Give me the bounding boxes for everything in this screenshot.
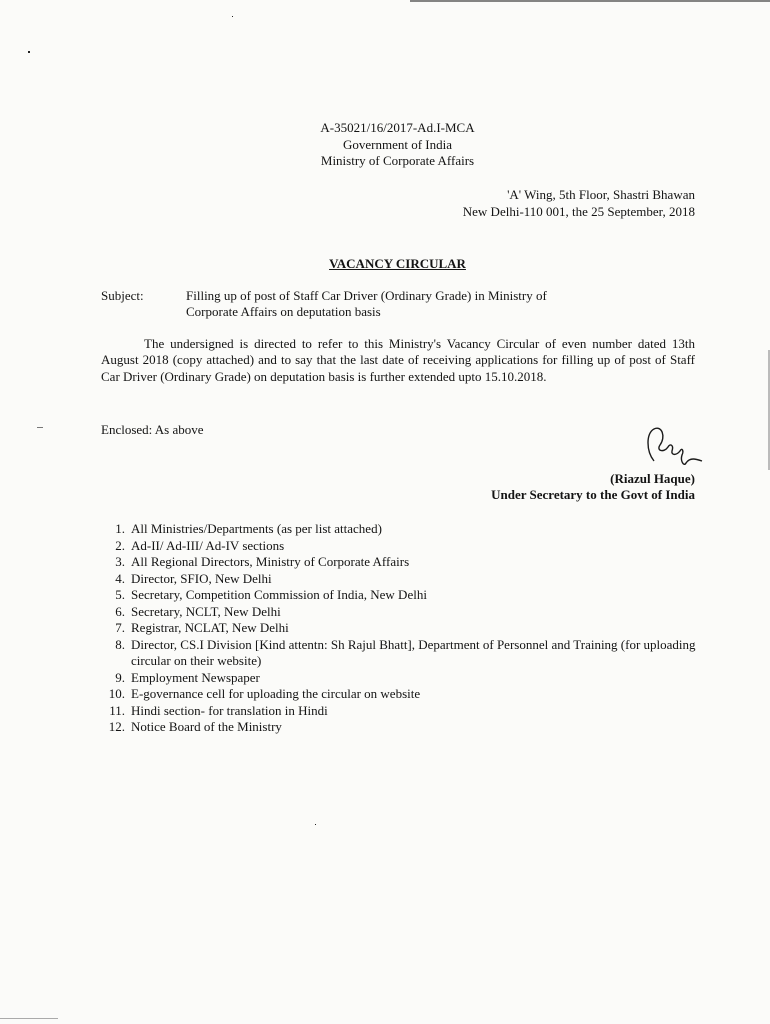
distribution-list bbox=[101, 521, 701, 736]
list-item bbox=[101, 521, 701, 538]
list-number: 11. bbox=[109, 702, 125, 718]
list-item bbox=[101, 670, 701, 687]
list-number: 2. bbox=[115, 537, 125, 553]
list-text: Director, CS.I Division [Kind attentn: Sh Rajul Bhatt], Department of Personnel and Training (for uploading circular on their website) bbox=[131, 636, 696, 668]
document-title: VACANCY CIRCULAR bbox=[329, 256, 466, 271]
list-text: Secretary, NCLT, New Delhi bbox=[131, 603, 281, 619]
list-text: Employment Newspaper bbox=[131, 669, 260, 685]
subject-line-2: Corporate Affairs on deputation basis bbox=[186, 304, 381, 319]
scan-dot bbox=[28, 51, 30, 53]
scan-dot bbox=[232, 16, 233, 17]
list-text: All Regional Directors, Ministry of Corporate Affairs bbox=[131, 554, 410, 569]
list-item bbox=[101, 604, 701, 621]
list-number: 12. bbox=[108, 719, 125, 734]
list-number: 3. bbox=[115, 554, 125, 569]
list-item bbox=[101, 719, 701, 736]
scan-edge-line bbox=[0, 1018, 58, 1019]
list-text: Director, SFIO, New Delhi bbox=[131, 570, 272, 586]
list-number: 4. bbox=[115, 570, 125, 586]
list-text: Notice Board of the Ministry bbox=[131, 719, 282, 734]
list-number: 10. bbox=[108, 686, 125, 701]
list-number: 7. bbox=[115, 620, 125, 635]
government-line: Government of India bbox=[342, 137, 453, 152]
list-text: Hindi section- for translation in Hindi bbox=[131, 702, 328, 718]
list-number: 9. bbox=[115, 669, 125, 685]
list-number: 8. bbox=[115, 636, 125, 652]
list-text: Ad-II/ Ad-III/ Ad-IV sections bbox=[131, 537, 285, 553]
list-item bbox=[101, 637, 701, 670]
list-item bbox=[101, 571, 701, 588]
handwritten-signature bbox=[640, 423, 704, 473]
list-item bbox=[101, 538, 701, 555]
address-date-line: New Delhi-110 001, the 25 September, 2018 bbox=[462, 204, 695, 219]
address-line-1: 'A' Wing, 5th Floor, Shastri Bhawan bbox=[507, 187, 695, 202]
list-number: 6. bbox=[115, 603, 125, 619]
list-item bbox=[101, 554, 701, 571]
list-item bbox=[101, 686, 701, 703]
subject-label: Subject: bbox=[101, 288, 144, 303]
subject-line-1: Filling up of post of Staff Car Driver (Ordinary Grade) in Ministry of bbox=[186, 288, 547, 303]
list-text: Registrar, NCLAT, New Delhi bbox=[131, 620, 289, 635]
enclosure-note: Enclosed: As above bbox=[101, 422, 204, 437]
list-text: E-governance cell for uploading the circular on website bbox=[131, 686, 421, 701]
signatory-name: (Riazul Haque) bbox=[610, 471, 695, 486]
list-item bbox=[101, 703, 701, 720]
scan-dot bbox=[315, 824, 316, 825]
ministry-name: Ministry of Corporate Affairs bbox=[320, 153, 475, 168]
list-item bbox=[101, 587, 701, 604]
list-text: Secretary, Competition Commission of India, New Delhi bbox=[131, 587, 427, 602]
scan-tick bbox=[37, 427, 43, 428]
scan-edge-mark bbox=[410, 0, 770, 2]
reference-number: A-35021/16/2017-Ad.I-MCA bbox=[320, 120, 475, 135]
signatory-designation: Under Secretary to the Govt of India bbox=[491, 487, 695, 502]
list-text: All Ministries/Departments (as per list attached) bbox=[131, 521, 382, 536]
list-item bbox=[101, 620, 701, 637]
body-paragraph: The undersigned is directed to refer to this Ministry's Vacancy Circular of even number dated 13th August 2018 (copy attached) and to say that the last date of receiving applications for filling up of post of Staff Car Driver (Ordinary Grade) on deputation basis is further extended upto 15.10.2018. bbox=[101, 336, 695, 384]
list-number: 1. bbox=[115, 521, 125, 536]
list-number: 5. bbox=[115, 587, 125, 602]
